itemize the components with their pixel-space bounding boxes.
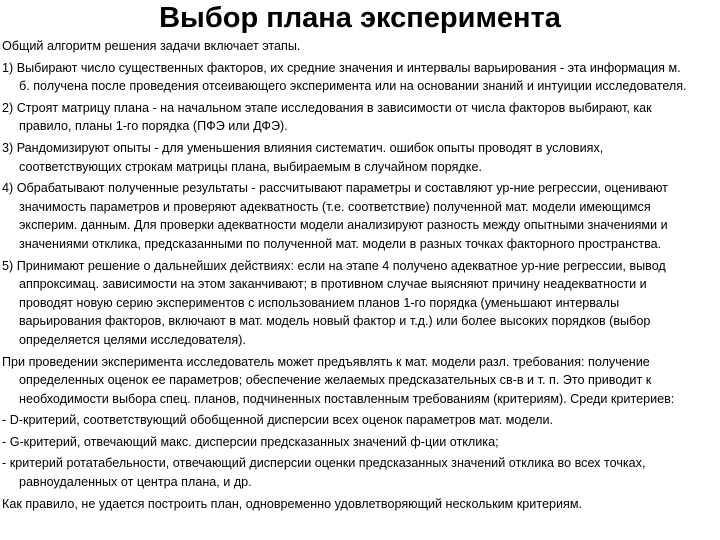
- text-line: Как правило, не удается построить план, одновременно удовлетворяющий нескольким критериям.: [2, 496, 582, 511]
- paragraph-step-4: [2, 179, 716, 253]
- text-line: правило, планы 1-го порядка (ПФЭ или ДФЭ).: [19, 119, 288, 134]
- slide-body: [2, 37, 716, 516]
- paragraph-d-criterion: [2, 411, 716, 430]
- text-line: б. получена после проведения отсеивающего эксперимента или на основании знаний и интуиции исследователя.: [19, 79, 687, 94]
- text-line: необходимости выбора спец. планов, подчиненных поставленным требованиям (критериям). Среди критериев:: [19, 391, 675, 406]
- text-line: проводят новую серию экспериментов с использованием планов 1-го порядка (уменьшают интервалы: [19, 295, 620, 310]
- text-line: 2) Строят матрицу плана - на начальном этапе исследования в зависимости от числа факторов выбирают, как: [2, 100, 652, 115]
- text-line: 4) Обрабатывают полученные результаты - рассчитывают параметры и составляют ур-ние регрессии, оценивают: [2, 181, 668, 196]
- paragraph-step-3: [2, 139, 716, 176]
- slide-title: Выбор плана эксперимента: [159, 2, 561, 34]
- paragraph-rotatability-criterion: [2, 454, 716, 491]
- text-line: 3) Рандомизируют опыты - для уменьшения влияния систематич. ошибок опыты проводят в условиях,: [2, 140, 604, 155]
- text-line: значимость параметров и проверяют адекватность (т.е. соответствие) полученной мат. модели имеющимся: [19, 199, 651, 214]
- text-line: - D-критерий, соответствующий обобщенной дисперсии всех оценок параметров мат. модели.: [2, 413, 553, 428]
- text-line: определенных оценок ее параметров; обеспечение желаемых предсказательных св-в и т. п. Это приводит к: [19, 373, 652, 388]
- text-line: определяется целями исследователя).: [19, 332, 246, 347]
- text-line: аппроксимац. зависимости на этом заканчивают; в противном случае выясняют причину неадекватности и: [19, 277, 647, 292]
- text-line: При проведении эксперимента исследователь может предъявлять к мат. модели разл. требования: получение: [2, 354, 650, 369]
- paragraph-step-1: [2, 59, 716, 96]
- paragraph-intro: [2, 37, 716, 56]
- text-line: соответствующих строкам матрицы плана, выбираемым в случайном порядке.: [19, 159, 482, 174]
- text-line: - G-критерий, отвечающий макс. дисперсии предсказанных значений ф-ции отклика;: [2, 434, 499, 449]
- paragraph-conclusion: [2, 495, 716, 514]
- text-line: значениями отклика, предсказанными по полученной мат. модели в разных точках факторного пространства.: [19, 236, 662, 251]
- paragraph-g-criterion: [2, 433, 716, 452]
- text-line: варьирования факторов, включают в мат. модель новый фактор и т.д.) или более высоких порядков (выбор: [19, 314, 651, 329]
- text-line: Общий алгоритм решения задачи включает этапы.: [2, 39, 301, 53]
- paragraph-step-2: [2, 99, 716, 136]
- text-line: равноудаленных от центра плана, и др.: [19, 475, 252, 490]
- text-line: - критерий ротатабельности, отвечающий дисперсии оценки предсказанных значений отклика во всех точках,: [2, 456, 646, 471]
- paragraph-requirements: [2, 353, 716, 409]
- paragraph-step-5: [2, 257, 716, 350]
- text-line: 1) Выбирают число существенных факторов, их средние значения и интервалы варьирования - эта информация м.: [2, 60, 681, 75]
- text-line: 5) Принимают решение о дальнейших действиях: если на этапе 4 получено адекватное ур-ние регрессии, вывод: [2, 258, 666, 273]
- text-line: эксперим. данным. Для проверки адекватности модели анализируют разность между опытными значениями и: [19, 218, 668, 233]
